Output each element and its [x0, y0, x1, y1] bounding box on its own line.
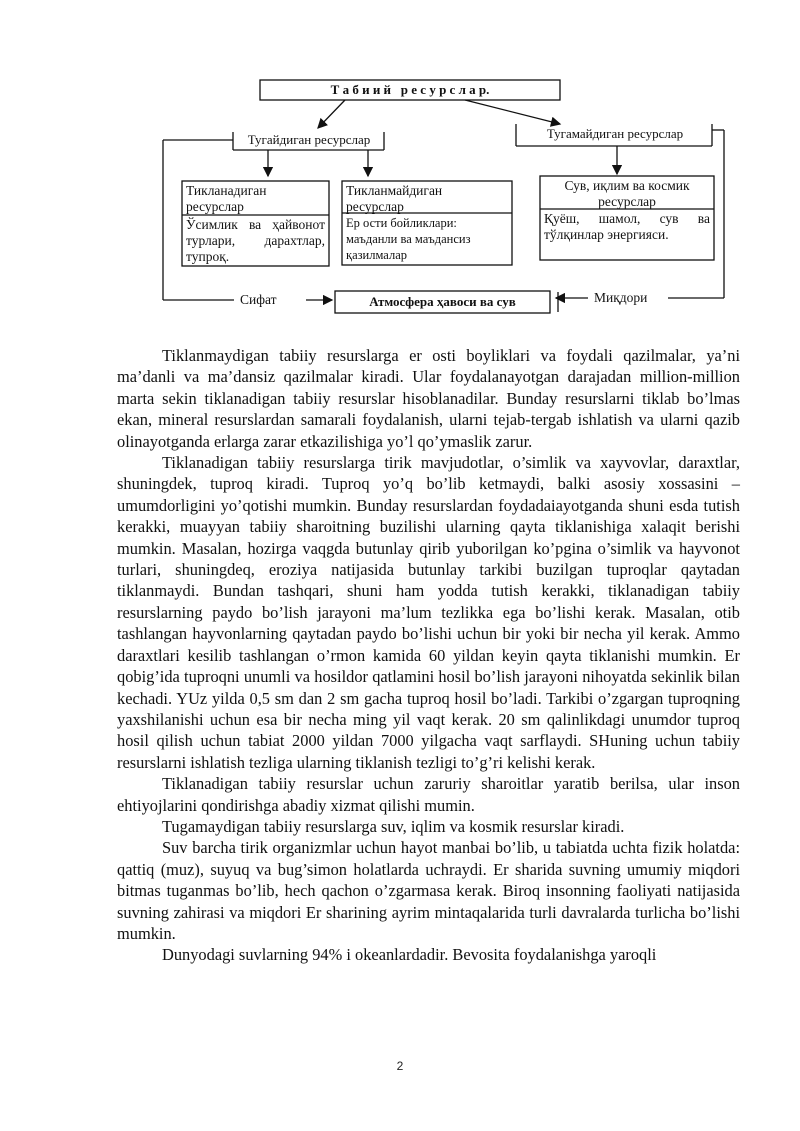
- renewable-body: Ўсимлик ва ҳайвонот турлари, дарахтлар, тупроқ.: [186, 217, 325, 264]
- nonrenewable-title: Тикланмайдиган ресурслар: [346, 183, 443, 214]
- quantity-label: Миқдори: [594, 290, 648, 305]
- paragraph: Tiklanmaydigan tabiiy resurslarga er osti boyliklari va foydali qazilmalar, ya’ni ma’danli va ma’dansiz qazilmalar kiradi. Ular foydalanayotgan darajadan million-million marta sekin tiklanadigan tabiiy resurslar hisoblanadilar. Bunday resurslarni tiklab bo’lmas ekan, mineral resurslardan samarali foydalanish, ularni tejab-tergab ishlatish va ularni qazib olinayotganda erlarga zarar etkazilishiga yo’l qo’ymaslik zarur.: [117, 346, 740, 451]
- center-box-label: Атмосфера ҳавоси ва сув: [369, 294, 516, 309]
- diagram-title: Т а б и и й р е с у р с л а р.: [330, 82, 490, 97]
- paragraph: Tiklanadigan tabiiy resurslarga tirik mavjudotlar, o’simlik va xayvovlar, daraxtlar, shuningdek, tuproq kiradi. Tuproq yo’q bo’lib ketmaydi, balki asosiy xossasini – umumdorligini yo’qotishi mumkin. Bunday resurslardan foydadaiayotganda shuni esda tutish kerakki, muayyan tabiiy sharoitning buzilishi ularning qayta tiklanishiga xalaqit berishi mumkin. Masalan, hozirga vaqgda butunlay qirib yuborilgan ko’pgina o’simlik va hayvonot turlari, shuningdeq, eroziya natijasida butunlay tarkibi buzilgan tuproqlar qaytadan tiklanmaydi. Bundan tashqari, shuni ham yodda tutish kerakki, tiklanadigan tabiiy resurslarning paydo bo’lish jarayoni ma’lum tezlikka ega bo’lishi kerak. Masalan, otib tashlangan hayvonlarning qaytadan paydo bo’lishi uchun bir yoki bir necha yil kerak. Ammo daraxtlari kesilib tashlangan o’rmon kamida 60 yildan keyin qayta tiklanishi mumkin. Er qobig’ida tuproqni unumli va hosildor qatlamini hosil bo’lish jarayoni nihoyatda sekinlik bilan kechadi. YUz yilda 0,5 sm dan 2 sm gacha tuproq hosil bo’ladi. Tarkibi o’zgargan tuproqning yaxshilanishi uchun esa bir necha ming yil vaqt kerak. 20 sm qalinlikdagi unumdor tuproq hosil qilish uchun tabiat 2000 yildan 7000 yilgacha vaqt sarflaydi. SHuning uchun tabiiy resurslarni ishlatish tezliga ularning tiklanish tezligi to’g’ri kelishi kerak.: [117, 453, 740, 772]
- diagram-lines: [0, 0, 800, 330]
- quality-label: Сифат: [240, 292, 277, 307]
- cosmic-title: Сув, иқлим ва космик ресурслар: [564, 178, 690, 209]
- cosmic-body: Қуёш, шамол, сув ва тўлқинлар энергияси.: [544, 211, 710, 242]
- inexhaustible-resources-label: Тугамайдиган ресурслар: [546, 126, 684, 141]
- nonrenewable-body: Ер ости бойликлари: маъданли ва маъдансиз қазилмалар: [346, 216, 471, 262]
- paragraph: Dunyodagi suvlarning 94% i okeanlardadir. Bevosita foydalanishga yaroqli: [162, 945, 657, 965]
- exhaustible-resources-label: Тугайдиган ресурслар: [247, 132, 371, 147]
- paragraph: Suv barcha tirik organizmlar uchun hayot manbai bo’lib, u tabiatda uchta fizik holatda: qattiq (muz), suyuq va bug’simon holatlarda uchraydi. Er sharida suvning umumiy miqdori bitmas tuganmas bo’lib, hech qachon o’zgarmasa kerak. Biroq insonning faoliyati natijasida suvning zahirasi va miqdori Er sharining ayrim mintaqalarida turli davralarda turlicha bo’lishi mumkin.: [117, 838, 740, 943]
- resources-diagram: [0, 0, 800, 330]
- renewable-title: Тикланадиган ресурслар: [186, 183, 267, 214]
- body-text: [117, 345, 740, 966]
- paragraph: Tugamaydigan tabiiy resurslarga suv, iqlim va kosmik resurslar kiradi.: [162, 816, 625, 836]
- paragraph: Tiklanadigan tabiiy resurslar uchun zaruriy sharoitlar yaratib berilsa, ular inson ehtiyojlarini qondirishga abadiy xizmat qilishi mumin.: [117, 774, 740, 815]
- page-number: 2: [396, 1059, 404, 1073]
